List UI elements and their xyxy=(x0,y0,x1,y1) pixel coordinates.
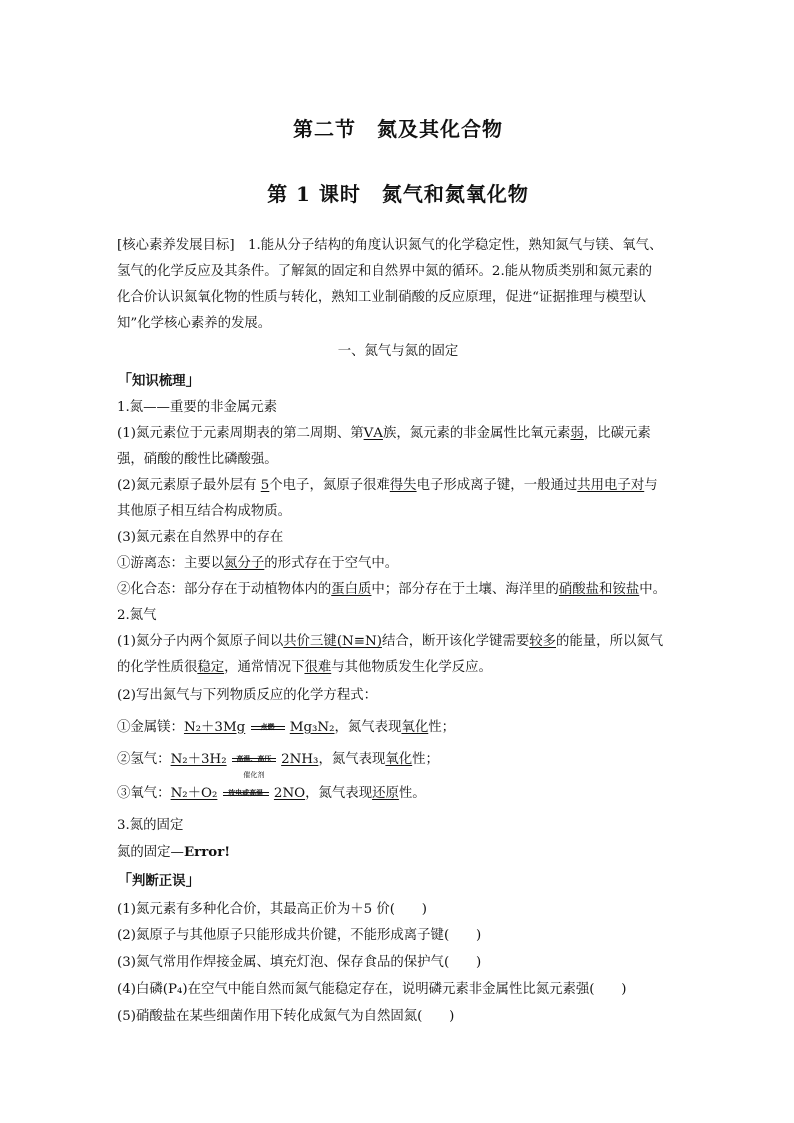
judge-item-5: (5)硝酸盐在某些细菌作用下转化成氮气为自然固氮( ) xyxy=(117,1009,455,1024)
heading-nitrogen-gas: 2.氮气 xyxy=(117,608,157,623)
blank-answer: 得失 xyxy=(389,478,417,493)
equation-lhs: N₂＋O₂ xyxy=(170,786,218,801)
reaction-arrow: 点燃 xyxy=(251,726,285,730)
equation-rhs: Mg₃N₂ xyxy=(289,720,335,735)
heading-fixation: 3.氮的固定 xyxy=(117,818,184,833)
para-5: ②化合态：部分存在于动植物体内的蛋白质中；部分存在于土壤、海洋里的硝酸盐和铵盐中。 xyxy=(117,582,667,597)
blank-answer: 弱 xyxy=(570,426,584,441)
para-1-line-2: 强，硝酸的酸性比磷酸强。 xyxy=(117,452,278,467)
section-title: 第二节 氮及其化合物 xyxy=(293,117,503,141)
judge-item-1: (1)氮元素有多种化合价，其最高正价为＋5 价( ) xyxy=(117,902,428,917)
blank-answer: 氮分子 xyxy=(224,556,265,571)
judge-item-2: (2)氮原子与其他原子只能形成共价键，不能形成离子键( ) xyxy=(117,928,482,943)
para-7: (2)写出氮气与下列物质反应的化学方程式： xyxy=(117,688,377,703)
blank-answer: 氧化 xyxy=(401,720,429,735)
section-heading: 一、氮气与氮的固定 xyxy=(337,344,459,359)
equation-rhs: 2NO xyxy=(273,786,306,801)
blank-answer: 共用电子对 xyxy=(577,478,645,493)
para-8: 氮的固定—Error! xyxy=(117,844,231,860)
reaction-mg: ①金属镁：N₂＋3Mg 点燃 Mg₃N₂，氮气表现氧化性； xyxy=(117,720,456,735)
reaction-arrow: 放电或高温 xyxy=(223,792,269,796)
blank-answer: 硝酸盐和铵盐 xyxy=(558,582,640,597)
blank-answer: ⅤA xyxy=(363,426,383,441)
tag-knowledge: 「知识梳理」 xyxy=(117,371,201,389)
intro-line-1: [核心素养发展目标] 1.能从分子结构的角度认识氮气的化学稳定性，熟知氮气与镁、氧气、 xyxy=(117,238,663,253)
para-6: (1)氮分子内两个氮原子间以共价三键(N≡N)结合，断开该化学键需要较多的能量，所以氮气 xyxy=(117,634,664,649)
para-3: (3)氮元素在自然界中的存在 xyxy=(117,530,284,545)
para-2: (2)氮元素原子最外层有 5个电子，氮原子很难得失电子形成离子键，一般通过共用电子对与 xyxy=(117,478,658,493)
blank-answer: 蛋白质 xyxy=(331,582,372,597)
reaction-o2: ③氧气：N₂＋O₂ 放电或高温 2NO，氮气表现还原性。 xyxy=(117,786,426,801)
error-text: Error! xyxy=(183,844,231,860)
judge-item-3: (3)氮气常用作焊接金属、填充灯泡、保存食品的保护气( ) xyxy=(117,955,482,970)
para-6-line-2: 的化学性质很稳定，通常情况下很难与其他物质发生化学反应。 xyxy=(117,660,492,675)
intro-line-2: 氢气的化学反应及其条件。了解氮的固定和自然界中氮的循环。2.能从物质类别和氮元素的 xyxy=(117,264,653,279)
blank-answer: 较多 xyxy=(529,634,557,649)
equation-lhs: N₂＋3H₂ xyxy=(170,752,227,767)
blank-answer: 还原 xyxy=(372,786,399,801)
heading-nitrogen: 1.氮——重要的非金属元素 xyxy=(117,400,278,415)
intro-line-3: 化合价认识氮氧化物的性质与转化，熟知工业制硝酸的反应原理，促进“证据推理与模型认 xyxy=(117,290,647,305)
lesson-title: 第 1 课时 氮气和氮氧化物 xyxy=(267,182,529,206)
blank-answer: 5 xyxy=(260,478,270,493)
blank-answer: 共价三键(N≡N) xyxy=(283,634,382,649)
para-2-line-2: 其他原子相互结合构成物质。 xyxy=(117,504,292,519)
tag-judge: 「判断正误」 xyxy=(117,871,201,889)
blank-answer: 氧化 xyxy=(385,752,413,767)
para-1: (1)氮元素位于元素周期表的第二周期、第ⅤA族，氮元素的非金属性比氧元素弱，比碳元素 xyxy=(117,426,651,441)
judge-item-4: (4)白磷(P₄)在空气中能自然而氮气能稳定存在，说明磷元素非金属性比氮元素强( ) xyxy=(117,982,627,997)
equation-rhs: 2NH₃ xyxy=(281,752,319,767)
blank-answer: 很难 xyxy=(304,660,332,675)
intro-line-4: 知”化学核心素养的发展。 xyxy=(117,316,272,331)
equation-lhs: N₂＋3Mg xyxy=(183,720,246,735)
para-4: ①游离态：主要以氮分子的形式存在于空气中。 xyxy=(117,556,399,571)
reaction-arrow: 高温、高压 催化剂 xyxy=(232,758,276,762)
blank-answer: 稳定 xyxy=(197,660,225,675)
reaction-h2: ②氢气：N₂＋3H₂ 高温、高压 催化剂 2NH₃，氮气表现氧化性； xyxy=(117,752,439,779)
